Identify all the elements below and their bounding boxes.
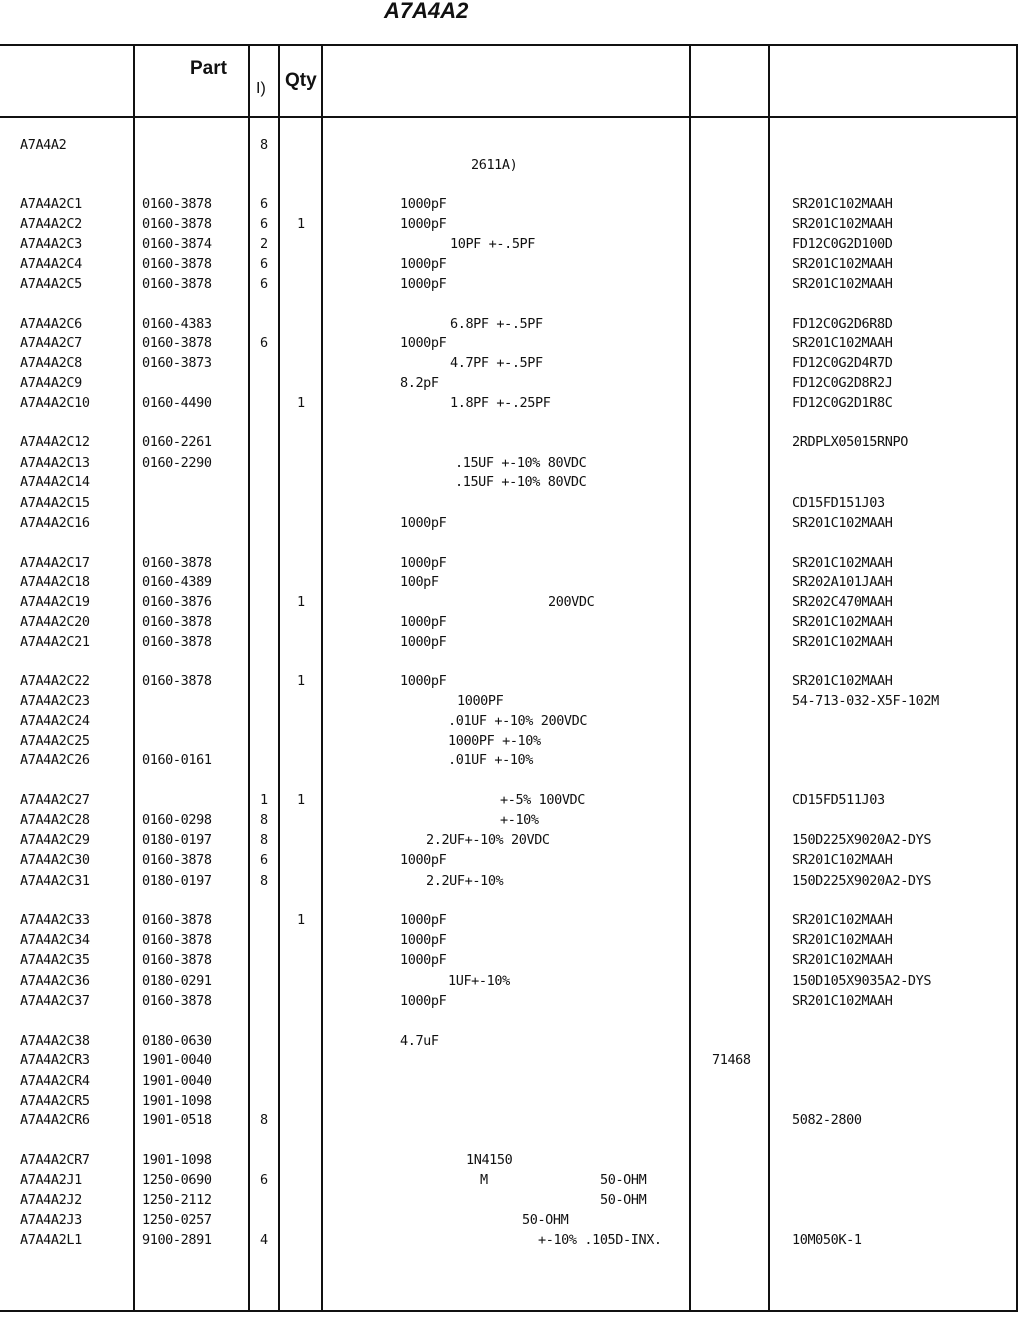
row-mfr-part-number: CD15FD151J03 [792, 495, 885, 511]
row-mfr-part-number: 54-713-032-X5F-102M [792, 693, 939, 709]
row-reference-designator: A7A4A2C9 [20, 375, 82, 391]
row-description: 1000pF [400, 634, 447, 650]
row-mfr-part-number: FD12C0G2D6R8D [792, 316, 893, 332]
header-qty: Qty [285, 70, 317, 91]
row-quantity: 1 [297, 395, 305, 411]
row-description-continued: 2611A) [471, 157, 518, 173]
row-check-digit: 6 [260, 196, 268, 212]
row-part-number: 0160-3878 [142, 634, 212, 650]
row-part-number: 0160-0161 [142, 752, 212, 768]
row-reference-designator: A7A4A2C4 [20, 256, 82, 272]
row-description: +-5% 100VDC [500, 792, 586, 808]
row-reference-designator: A7A4A2C8 [20, 355, 82, 371]
row-reference-designator: A7A4A2C14 [20, 474, 90, 490]
row-part-number: 0160-3873 [142, 355, 212, 371]
row-description: 1000pF [400, 673, 447, 689]
row-reference-designator: A7A4A2C7 [20, 335, 82, 351]
row-description: 200VDC [548, 594, 595, 610]
row-reference-designator: A7A4A2CR5 [20, 1093, 90, 1109]
row-mfr-part-number: FD12C0G2D100D [792, 236, 893, 252]
row-reference-designator: A7A4A2C18 [20, 574, 90, 590]
row-reference-designator: A7A4A2C10 [20, 395, 90, 411]
row-reference-designator: A7A4A2C21 [20, 634, 90, 650]
row-part-number: 1901-0040 [142, 1052, 212, 1068]
row-check-digit: 8 [260, 873, 268, 889]
row-description: .01UF +-10% 200VDC [448, 713, 588, 729]
row-mfr-part-number: FD12C0G2D4R7D [792, 355, 893, 371]
row-reference-designator: A7A4A2C34 [20, 932, 90, 948]
row-check-digit: 8 [260, 832, 268, 848]
row-description: 50-OHM [522, 1212, 569, 1228]
row-description: 1000pF [400, 852, 447, 868]
column-divider-code [689, 44, 691, 1312]
row-description: 6.8PF +-.5PF [450, 316, 543, 332]
column-divider-part [133, 44, 135, 1312]
row-part-number: 0160-3878 [142, 912, 212, 928]
row-description: 2.2UF+-10% [426, 873, 504, 889]
row-mfr-part-number: CD15FD511J03 [792, 792, 885, 808]
row-reference-designator: A7A4A2C26 [20, 752, 90, 768]
row-reference-designator: A7A4A2C24 [20, 713, 90, 729]
row-part-number: 0160-3878 [142, 256, 212, 272]
row-part-number: 0160-3878 [142, 216, 212, 232]
row-part-number: 1250-0690 [142, 1172, 212, 1188]
row-mfr-part-number: SR201C102MAAH [792, 276, 893, 292]
row-check-digit: 6 [260, 852, 268, 868]
row-part-number: 0160-3878 [142, 993, 212, 1009]
row-check-digit: 1 [260, 792, 268, 808]
row-description: 1.8PF +-.25PF [450, 395, 551, 411]
row-reference-designator: A7A4A2C6 [20, 316, 82, 332]
row-description: .01UF +-10% [448, 752, 534, 768]
row-description: 1000PF [457, 693, 504, 709]
row-mfr-part-number: FD12C0G2D1R8C [792, 395, 893, 411]
row-part-number: 0180-0197 [142, 832, 212, 848]
row-part-number: 0160-3878 [142, 196, 212, 212]
row-reference-designator: A7A4A2C29 [20, 832, 90, 848]
row-reference-designator: A7A4A2C13 [20, 455, 90, 471]
row-mfr-part-number: SR201C102MAAH [792, 952, 893, 968]
row-reference-designator: A7A4A2C31 [20, 873, 90, 889]
row-description: 1000pF [400, 614, 447, 630]
row-description: .15UF +-10% 80VDC [455, 455, 587, 471]
row-reference-designator: A7A4A2C28 [20, 812, 90, 828]
row-mfr-part-number: 150D225X9020A2-DYS [792, 873, 932, 889]
row-reference-designator: A7A4A2C35 [20, 952, 90, 968]
row-reference-designator: A7A4A2C16 [20, 515, 90, 531]
row-mfr-part-number: SR201C102MAAH [792, 912, 893, 928]
row-mfr-part-number: SR201C102MAAH [792, 216, 893, 232]
row-description: 1000PF +-10% [448, 733, 541, 749]
row-mfr-part-number: SR201C102MAAH [792, 256, 893, 272]
row-part-number: 1250-0257 [142, 1212, 212, 1228]
row-description: .15UF +-10% 80VDC [455, 474, 587, 490]
row-reference-designator: A7A4A2CR4 [20, 1073, 90, 1089]
row-description: +-10% [500, 812, 539, 828]
row-check-digit: 6 [260, 256, 268, 272]
row-mfr-part-number: 2RDPLX05015RNPO [792, 434, 908, 450]
row-description: 1000pF [400, 335, 447, 351]
row-description: 1000pF [400, 993, 447, 1009]
row-part-number: 0180-0291 [142, 973, 212, 989]
row-reference-designator: A7A4A2J3 [20, 1212, 82, 1228]
row-reference-designator: A7A4A2C36 [20, 973, 90, 989]
row-mfr-part-number: 150D225X9020A2-DYS [792, 832, 932, 848]
column-divider-cd [248, 44, 250, 1312]
row-quantity: 1 [297, 912, 305, 928]
row-reference-designator: A7A4A2C23 [20, 693, 90, 709]
row-description: +-10% .105D-INX. [538, 1232, 662, 1248]
row-description: 1000pF [400, 555, 447, 571]
row-mfr-code: 71468 [712, 1052, 751, 1068]
row-reference-designator: A7A4A2C33 [20, 912, 90, 928]
row-check-digit: 8 [260, 137, 268, 153]
row-mfr-part-number: SR201C102MAAH [792, 932, 893, 948]
row-description: 1000pF [400, 276, 447, 292]
row-description: 1UF+-10% [448, 973, 510, 989]
header-divider [0, 116, 1018, 118]
column-divider-mfr [768, 44, 770, 1312]
row-part-number: 0160-3878 [142, 673, 212, 689]
row-reference-designator: A7A4A2C12 [20, 434, 90, 450]
row-part-number: 0180-0197 [142, 873, 212, 889]
table-top-border [0, 44, 1018, 46]
row-mfr-part-number: SR201C102MAAH [792, 335, 893, 351]
header-cd: I) [256, 80, 266, 97]
row-mfr-part-number: 5082-2800 [792, 1112, 862, 1128]
row-check-digit: 6 [260, 1172, 268, 1188]
row-reference-designator: A7A4A2C37 [20, 993, 90, 1009]
row-mfr-part-number: SR201C102MAAH [792, 614, 893, 630]
row-part-number: 1901-0040 [142, 1073, 212, 1089]
row-mfr-part-number: SR201C102MAAH [792, 993, 893, 1009]
row-part-number: 0160-4490 [142, 395, 212, 411]
row-description: 1000pF [400, 912, 447, 928]
row-reference-designator: A7A4A2C3 [20, 236, 82, 252]
row-quantity: 1 [297, 216, 305, 232]
row-part-number: 0160-3878 [142, 335, 212, 351]
row-part-number: 1901-0518 [142, 1112, 212, 1128]
row-description: 100pF [400, 574, 439, 590]
row-part-number: 0160-3874 [142, 236, 212, 252]
row-quantity: 1 [297, 594, 305, 610]
row-reference-designator: A7A4A2C5 [20, 276, 82, 292]
row-part-number: 9100-2891 [142, 1232, 212, 1248]
row-description: 1000pF [400, 952, 447, 968]
row-part-number: 0160-4383 [142, 316, 212, 332]
row-reference-designator: A7A4A2C20 [20, 614, 90, 630]
row-reference-designator: A7A4A2C15 [20, 495, 90, 511]
row-reference-designator: A7A4A2 [20, 137, 67, 153]
row-part-number: 0160-3878 [142, 952, 212, 968]
row-mfr-part-number: SR202A101JAAH [792, 574, 893, 590]
row-part-number: 0160-3878 [142, 852, 212, 868]
row-check-digit: 6 [260, 276, 268, 292]
row-description: 8.2pF [400, 375, 439, 391]
table-right-border [1016, 44, 1018, 1312]
row-part-number: 0160-3878 [142, 276, 212, 292]
row-mfr-part-number: SR201C102MAAH [792, 634, 893, 650]
row-check-digit: 4 [260, 1232, 268, 1248]
row-mfr-part-number: FD12C0G2D8R2J [792, 375, 893, 391]
row-description-extra: 50-OHM [600, 1172, 647, 1188]
table-bottom-border [0, 1310, 1018, 1312]
row-reference-designator: A7A4A2CR6 [20, 1112, 90, 1128]
row-mfr-part-number: SR202C470MAAH [792, 594, 893, 610]
row-reference-designator: A7A4A2L1 [20, 1232, 82, 1248]
row-description: 1N4150 [466, 1152, 513, 1168]
row-part-number: 0160-3878 [142, 932, 212, 948]
row-part-number: 0160-2290 [142, 455, 212, 471]
row-part-number: 1250-2112 [142, 1192, 212, 1208]
row-check-digit: 8 [260, 1112, 268, 1128]
row-quantity: 1 [297, 792, 305, 808]
page-title: A7A4A2 [384, 0, 469, 23]
row-description: 10PF +-.5PF [450, 236, 536, 252]
row-description: 4.7PF +-.5PF [450, 355, 543, 371]
row-part-number: 0160-4389 [142, 574, 212, 590]
row-reference-designator: A7A4A2C2 [20, 216, 82, 232]
row-mfr-part-number: SR201C102MAAH [792, 673, 893, 689]
row-description: 2.2UF+-10% 20VDC [426, 832, 550, 848]
row-part-number: 1901-1098 [142, 1152, 212, 1168]
row-reference-designator: A7A4A2J1 [20, 1172, 82, 1188]
row-description: 1000pF [400, 256, 447, 272]
row-quantity: 1 [297, 673, 305, 689]
row-mfr-part-number: 150D105X9035A2-DYS [792, 973, 932, 989]
row-reference-designator: A7A4A2J2 [20, 1192, 82, 1208]
row-check-digit: 6 [260, 335, 268, 351]
row-reference-designator: A7A4A2CR3 [20, 1052, 90, 1068]
row-description: 1000pF [400, 216, 447, 232]
row-part-number: 0180-0630 [142, 1033, 212, 1049]
row-check-digit: 6 [260, 216, 268, 232]
row-mfr-part-number: 10M050K-1 [792, 1232, 862, 1248]
row-mfr-part-number: SR201C102MAAH [792, 515, 893, 531]
row-part-number: 0160-0298 [142, 812, 212, 828]
row-part-number: 0160-3878 [142, 555, 212, 571]
row-mfr-part-number: SR201C102MAAH [792, 555, 893, 571]
row-reference-designator: A7A4A2C1 [20, 196, 82, 212]
row-reference-designator: A7A4A2C25 [20, 733, 90, 749]
row-description-extra: 50-OHM [600, 1192, 647, 1208]
row-reference-designator: A7A4A2CR7 [20, 1152, 90, 1168]
row-reference-designator: A7A4A2C19 [20, 594, 90, 610]
header-part: Part [190, 58, 227, 79]
row-mfr-part-number: SR201C102MAAH [792, 196, 893, 212]
row-part-number: 0160-3876 [142, 594, 212, 610]
row-reference-designator: A7A4A2C22 [20, 673, 90, 689]
row-description: M [480, 1172, 488, 1188]
row-check-digit: 2 [260, 236, 268, 252]
row-description: 1000pF [400, 196, 447, 212]
row-description: 1000pF [400, 932, 447, 948]
row-description: 1000pF [400, 515, 447, 531]
row-reference-designator: A7A4A2C27 [20, 792, 90, 808]
row-reference-designator: A7A4A2C38 [20, 1033, 90, 1049]
row-description: 4.7uF [400, 1033, 439, 1049]
row-reference-designator: A7A4A2C30 [20, 852, 90, 868]
row-part-number: 1901-1098 [142, 1093, 212, 1109]
column-divider-desc [321, 44, 323, 1312]
column-divider-qty [278, 44, 280, 1312]
row-part-number: 0160-2261 [142, 434, 212, 450]
row-reference-designator: A7A4A2C17 [20, 555, 90, 571]
row-check-digit: 8 [260, 812, 268, 828]
row-mfr-part-number: SR201C102MAAH [792, 852, 893, 868]
row-part-number: 0160-3878 [142, 614, 212, 630]
